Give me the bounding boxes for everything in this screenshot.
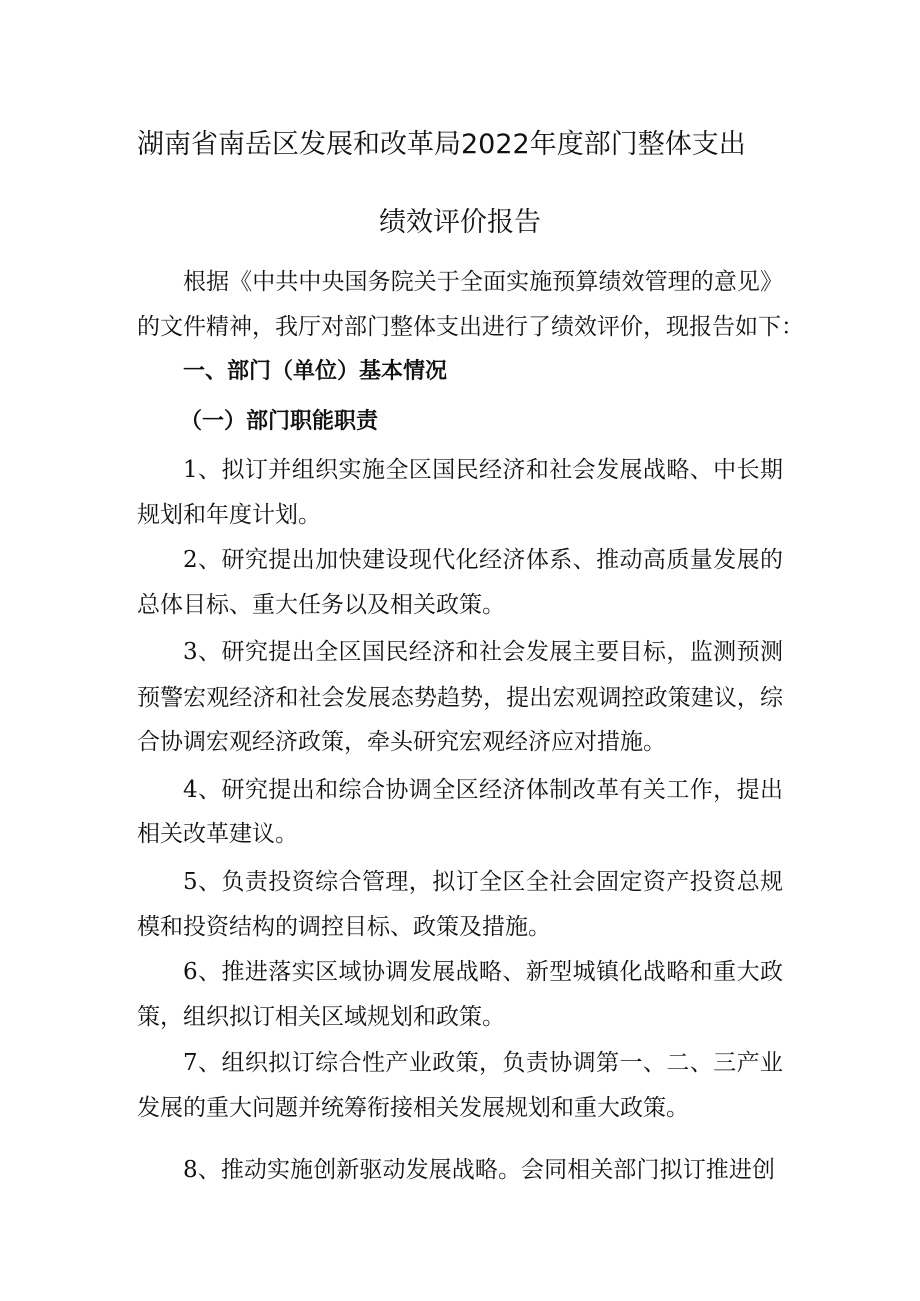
item-line: 规划和年度计划。: [137, 502, 321, 528]
item-line: 5、负责投资综合管理，拟订全区全社会固定资产投资总规: [183, 869, 783, 895]
intro-line: 的文件精神，我厅对部门整体支出进行了绩效评价，现报告如下：: [137, 314, 804, 340]
subsection-heading: （一）部门职能职责: [180, 409, 379, 434]
item-line: 3、研究提出全区国民经济和社会发展主要目标，监测预测: [183, 639, 783, 665]
item-line: 模和投资结构的调控目标、政策及措施。: [137, 914, 551, 940]
item-line: 2、研究提出加快建设现代化经济体系、推动高质量发展的: [183, 547, 783, 573]
item-line: 7、组织拟订综合性产业政策，负责协调第一、二、三产业: [183, 1050, 783, 1076]
item-line: 合协调宏观经济政策，牵头研究宏观经济应对措施。: [137, 729, 666, 755]
intro-line: 根据《中共中央国务院关于全面实施预算绩效管理的意见》: [183, 269, 783, 295]
item-line: 预警宏观经济和社会发展态势趋势，提出宏观调控政策建议，综: [137, 685, 783, 711]
item-line: 相关改革建议。: [137, 821, 298, 847]
item-line: 8、推动实施创新驱动发展战略。会同相关部门拟订推进创: [183, 1157, 775, 1183]
item-line: 策，组织拟订相关区域规划和政策。: [137, 1004, 505, 1030]
title-line-2: 绩效评价报告: [379, 207, 541, 238]
section-heading: 一、部门（单位）基本情况: [183, 359, 448, 384]
item-line: 1、拟订并组织实施全区国民经济和社会发展战略、中长期: [183, 457, 783, 483]
item-line: 总体目标、重大任务以及相关政策。: [137, 592, 505, 618]
item-line: 6、推进落实区域协调发展战略、新型城镇化战略和重大政: [183, 959, 783, 985]
title-line-1: 湖南省南岳区发展和改革局2022年度部门整体支出: [137, 129, 746, 160]
item-line: 发展的重大问题并统筹衔接相关发展规划和重大政策。: [137, 1095, 689, 1121]
item-line: 4、研究提出和综合协调全区经济体制改革有关工作，提出: [183, 777, 783, 803]
